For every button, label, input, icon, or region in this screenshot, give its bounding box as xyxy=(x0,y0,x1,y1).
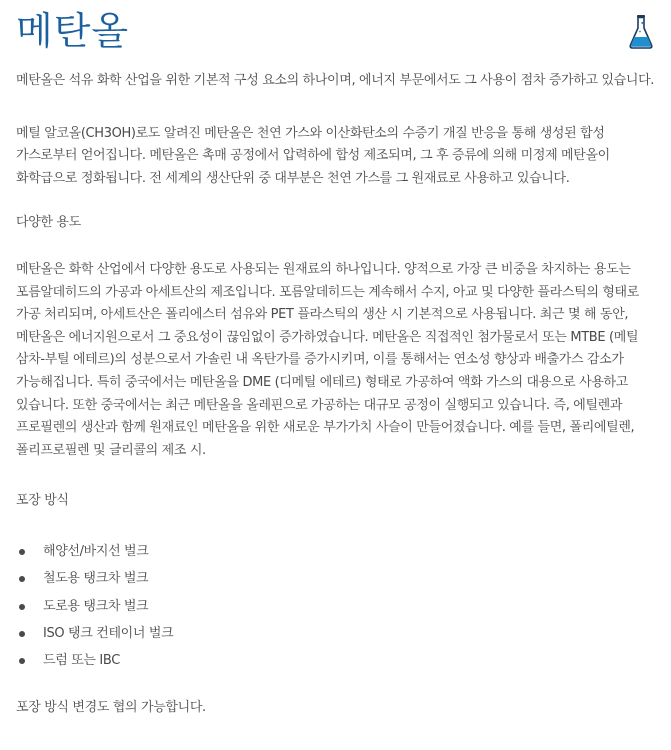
production-paragraph: 메틸 알코올(CH3OH)로도 알려진 메탄올은 천연 가스와 이산화탄소의 수증기 개질 반응을 통해 생성된 합성 가스로부터 얻어집니다. 메탄올은 촉매 공정에서 압력하에 합성 제조되며, 그 후 증류에 의해 미정제 메탄올이 화학급으로 정화됩니다. 전 세계의 생산단위 중 대부분은 천연 가스를 그 원재료로 사용하고 있습니다. xyxy=(16,125,610,186)
list-item: 해양선/바지선 벌크 xyxy=(16,538,661,565)
page-title: 메탄올 xyxy=(16,9,130,53)
packaging-heading: 포장 방식 xyxy=(16,493,69,509)
content-area xyxy=(16,0,661,720)
list-item: 철도용 탱크차 벌크 xyxy=(16,565,661,592)
list-item: 도로용 탱크차 벌크 xyxy=(16,593,661,620)
list-item: ISO 탱크 컨테이너 벌크 xyxy=(16,620,661,647)
uses-heading: 다양한 용도 xyxy=(16,215,81,231)
list-item: 드럼 또는 IBC xyxy=(16,647,661,674)
intro-paragraph: 메탄올은 석유 화학 산업을 위한 기본적 구성 요소의 하나이며, 에너지 부문에서도 그 사용이 점차 증가하고 있습니다. xyxy=(16,73,655,88)
uses-paragraph: 메탄올은 화학 산업에서 다양한 용도로 사용되는 원재료의 하나입니다. 양적으로 가장 큰 비중을 차지하는 용도는 포름알데히드의 가공과 아세트산의 제조입니다. 포름알데히드는 계속해서 수지, 아교 및 다양한 플라스틱의 형태로 가공 처리되며, 아세트산은 폴리에스터 섬유와 PET 플라스틱의 생산 시 기본적으로 사용됩니다. 최근 몇 해 동안, 메탄올은 에너지원으로서 그 중요성이 끊임없이 증가하였습니다. 메탄올은 직접적인 첨가물로서 또는 MTBE (메틸 삼차-부틸 에테르)의 성분으로서 가솔린 내 옥탄가를 증가시키며, 이를 통해서는 연소성 향상과 배출가스 감소가 가능해집니다. 특히 중국에서는 메탄올을 DME (디메틸 에테르) 형태로 가공하여 액화 가스의 대용으로 사용하고 있습니다. 또한 중국에서는 최근 메탄올을 올레핀으로 가공하는 대규모 공정이 실행되고 있습니다. 즉, 에틸렌과 프로필렌의 생산과 함께 원재료인 메탄올을 위한 새로운 부가가치 사슬이 만들어졌습니다. 예를 들면, 폴리에틸렌, 폴리프로필렌 및 글리콜의 제조 시. xyxy=(16,261,639,458)
packaging-list xyxy=(16,538,661,674)
packaging-note: 포장 방식 변경도 협의 가능합니다. xyxy=(16,700,206,716)
lab-flask-icon xyxy=(628,14,654,50)
